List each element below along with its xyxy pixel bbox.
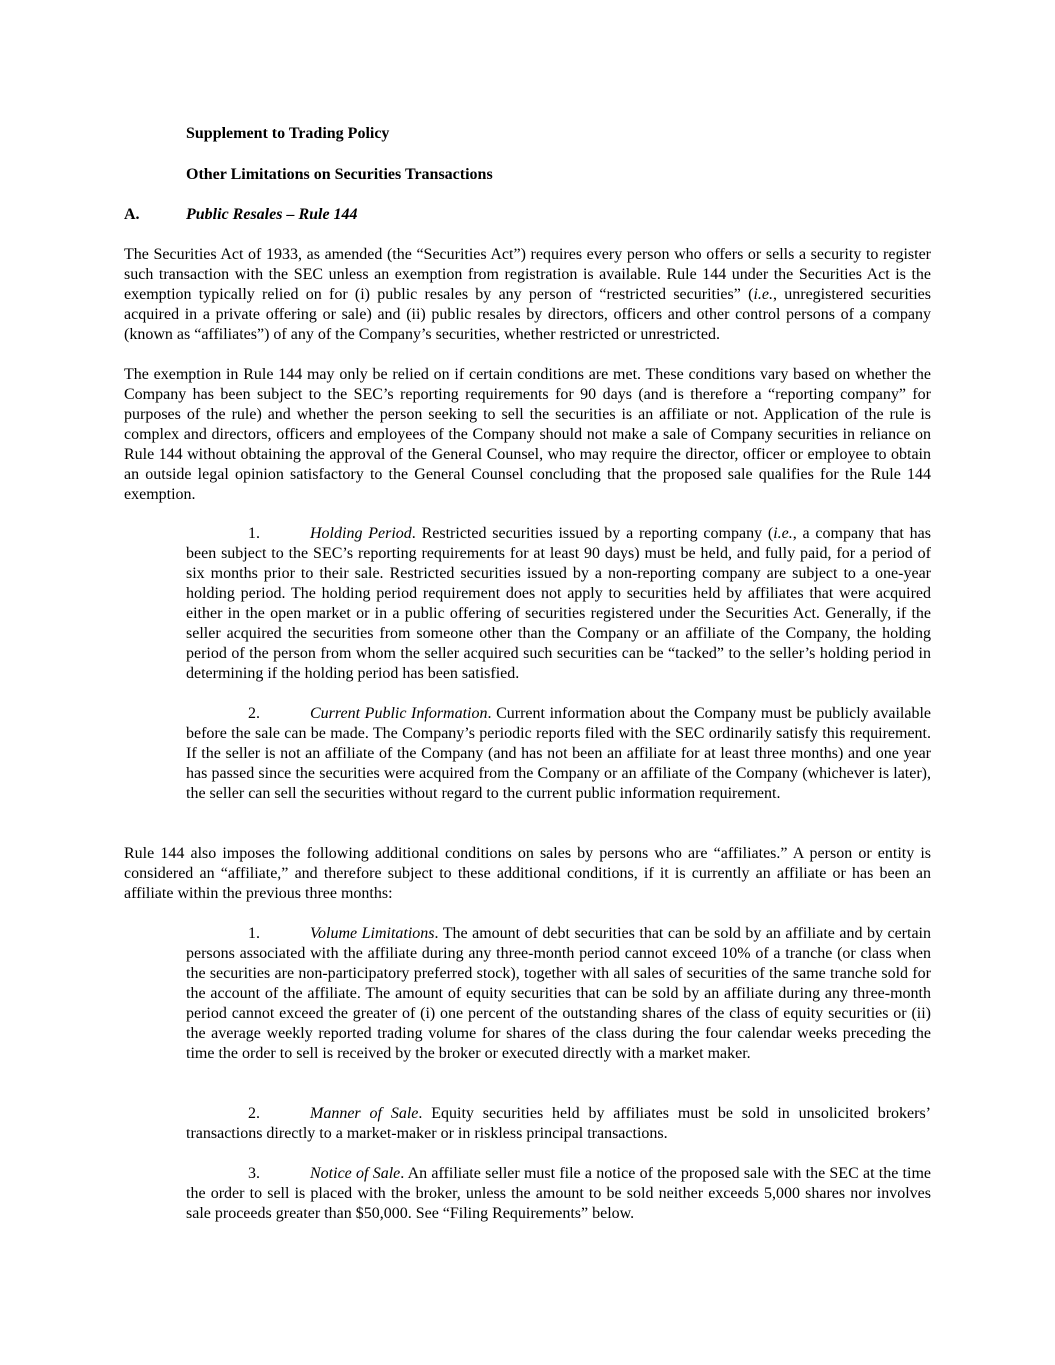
item-title: Holding Period <box>310 525 412 542</box>
list-item-current-public-information <box>124 704 931 804</box>
list-item-volume-limitations <box>124 924 931 1064</box>
document-title: Supplement to Trading Policy <box>186 125 390 142</box>
text: , unregistered securities acquired in a private offering or sale) and (ii) public resales by directors, officers and other control persons of a company (known as “affiliates”) of any of the Company’s securities, whether restricted or unrestricted. <box>124 286 932 343</box>
list-item-notice-of-sale <box>124 1164 931 1224</box>
item-number: 2. <box>248 1105 260 1122</box>
section-letter: A. <box>124 206 140 223</box>
document-subtitle: Other Limitations on Securities Transactions <box>186 166 493 183</box>
text: . Restricted securities issued by a reporting company ( <box>411 525 774 542</box>
text-italic: i.e. <box>773 525 793 542</box>
list-item-holding-period <box>124 524 931 684</box>
section-heading <box>124 205 931 225</box>
item-number: 3. <box>248 1165 260 1182</box>
text: The Securities Act of 1933, as amended (the “Securities Act”) requires every person who offers or sells a security to register such transaction with the SEC unless an exemption from registration is available. Rule 144 under the Securities Act is the exemption typically relied on for (i) public resales by any person of “restricted securities” ( <box>124 246 931 303</box>
text: . Current information about the Company must be publicly available before the sale can be made. The Company’s periodic reports filed with the SEC ordinarily satisfy this requirement. If the seller is not an affiliate of the Company (and has not been an affiliate for at least three months) and one year has passed since the securities were acquired from the Company or an affiliate of the Company (whichever is later), the seller can sell the securities without regard to the current public information requirement. <box>186 705 932 802</box>
item-number: 1. <box>248 525 260 542</box>
item-title: Volume Limitations <box>310 925 435 942</box>
item-number: 1. <box>248 925 260 942</box>
text-italic: i.e. <box>753 286 773 303</box>
paragraph-exemption: The exemption in Rule 144 may only be relied on if certain conditions are met. These conditions vary based on whether the Company has been subject to the SEC’s reporting requirements for 90 days (and is therefore a “reporting company” for purposes of the rule) and whether the person seeking to sell the securities is an affiliate or not. Application of the rule is complex and directors, officers and employees of the Company should not make a sale of Company securities in reliance on Rule 144 without obtaining the approval of the General Counsel, who may require the director, officer or employee to obtain an outside legal opinion satisfactory to the General Counsel concluding that the proposed sale qualifies for the Rule 144 exemption. <box>124 366 931 503</box>
text: . The amount of debt securities that can be sold by an affiliate and by certain persons associated with the affiliate during any three-month period cannot exceed 10% of a tranche (or class when the securities are non-participatory preferred stock), together with all sales of securities of the same tranche sold for the account of the affiliate. The amount of equity securities that can be sold by an affiliate during any three-month period cannot exceed the greater of (i) one percent of the outstanding shares of the class of equity securities or (ii) the average weekly reported trading volume for shares of the class during the four calendar weeks preceding the time the order to sell is received by the broker or executed directly with a market maker. <box>186 925 931 1062</box>
paragraph-affiliates: Rule 144 also imposes the following additional conditions on sales by persons who are “affiliates.” A person or entity is considered an “affiliate,” and therefore subject to these additional conditions, if it is currently an affiliate or has been an affiliate within the previous three months: <box>124 845 931 902</box>
item-title: Manner of Sale <box>310 1105 419 1122</box>
list-item-manner-of-sale <box>124 1104 931 1144</box>
item-title: Notice of Sale <box>310 1165 401 1182</box>
item-title: Current Public Information <box>310 705 488 722</box>
text: , a company that has been subject to the SEC’s reporting requirements for at least 90 days) must be held, and fully paid, for a period of six months prior to their sale. Restricted securities issued by a non-reporting company are subject to a one-year holding period. The holding period requirement does not apply to securities held by affiliates that were acquired either in the open market or in a public offering of securities registered under the Securities Act. Generally, if the seller acquired the securities from someone other than the Company or an affiliate of the Company, the holding period of the person from whom the seller acquired such securities can be “tacked” to the seller’s holding period in determining if the holding period has been satisfied. <box>186 525 931 682</box>
item-number: 2. <box>248 705 260 722</box>
text: . Equity securities held by affiliates must be sold in unsolicited brokers’ transactions directly to a market-maker or in riskless principal transactions. <box>186 1105 931 1142</box>
section-title: Public Resales – Rule 144 <box>186 206 358 223</box>
paragraph-securities-act <box>124 245 931 345</box>
text: . An affiliate seller must file a notice of the proposed sale with the SEC at the time the order to sell is placed with the broker, unless the amount to be sold neither exceeds 5,000 shares nor involves sale proceeds greater than $50,000. See “Filing Requirements” below. <box>186 1165 931 1222</box>
